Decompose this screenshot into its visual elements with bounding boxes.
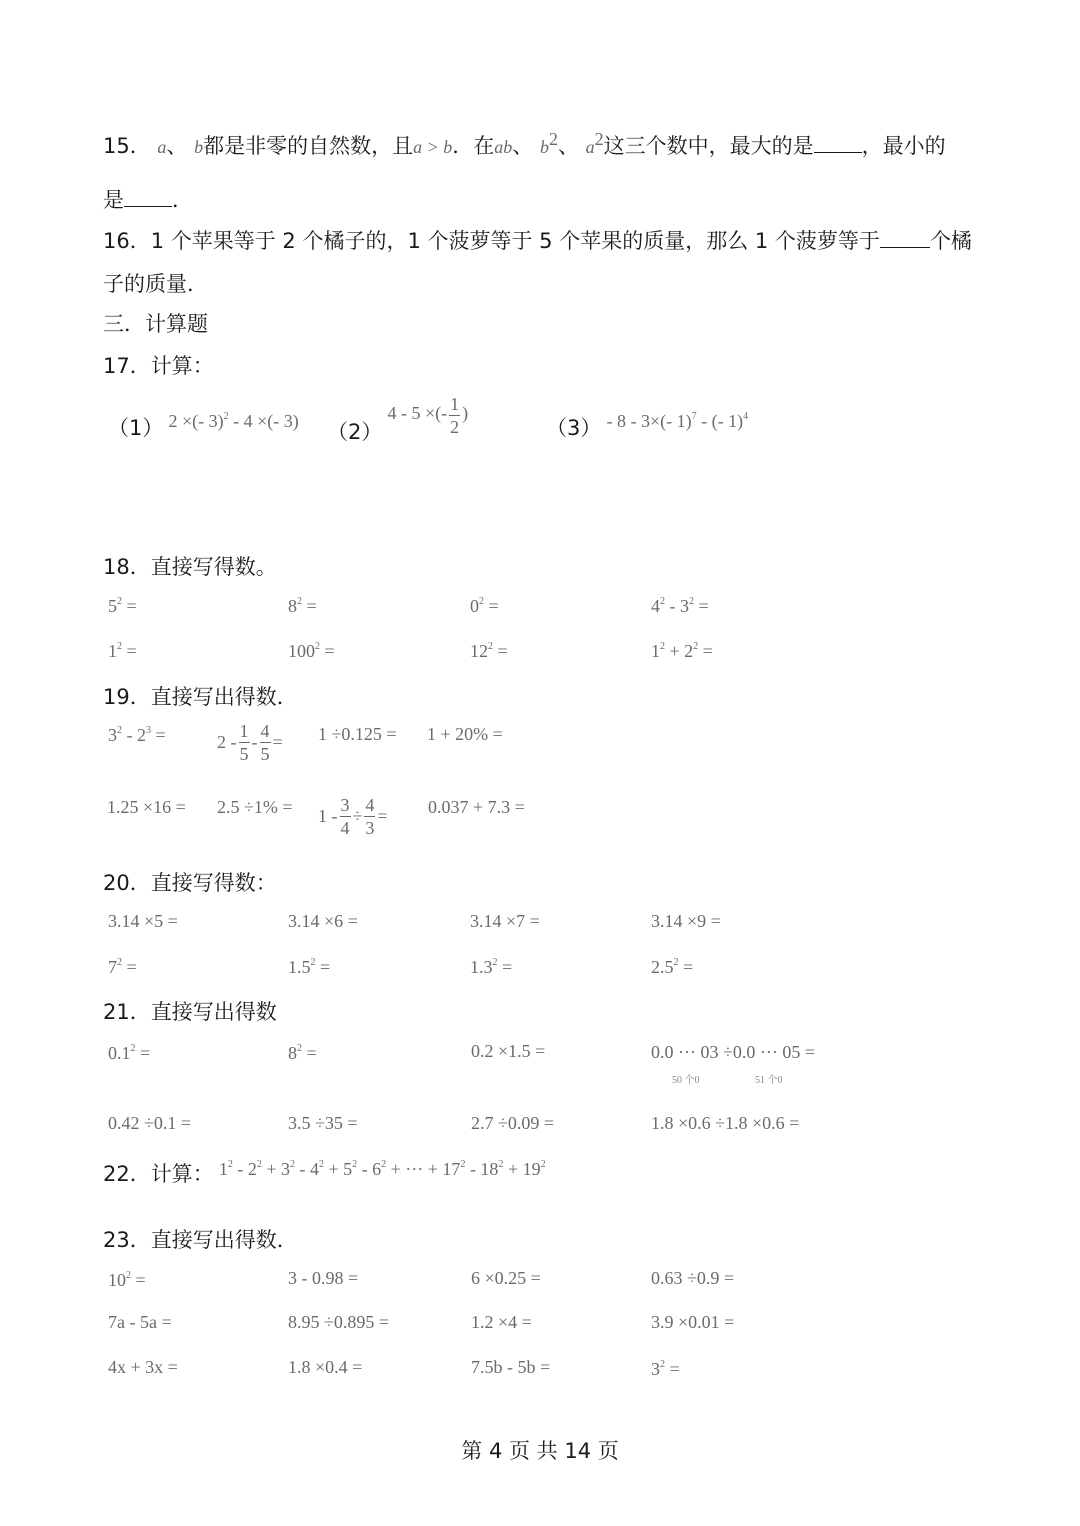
q21-r2-c1: 0.42 ÷0.1 = [108, 1113, 192, 1133]
q21-r1-c4: 0.0 ··· 03 ÷0.0 ··· 05 = [651, 1042, 815, 1062]
q20-r2-c4: $2.5^2$ = [651, 957, 694, 977]
q21-r1-c3: 0.2 ×1.5 = [471, 1041, 546, 1061]
question-18-title: 18．直接写得数。 [103, 555, 277, 579]
question-21-title: 21．直接写出得数 [103, 1000, 277, 1024]
q18-r2-c4: $1^2 + 2^2$ = [651, 641, 713, 661]
question-17-title: 17．计算： [103, 354, 214, 378]
q23-r2-c3: 1.2 ×4 = [471, 1312, 532, 1332]
question-19-title: 19．直接写出得数． [103, 685, 298, 709]
q18-r1-c2: $8^2$ = [288, 596, 317, 616]
q20-r2-c2: $1.5^2$ = [288, 957, 331, 977]
q19-r1-c2: 2 - $\frac{1}{5}$ - $\frac{4}{5}$ = [217, 721, 283, 764]
q23-r1-c1: $10^2$ = [108, 1270, 146, 1290]
q17-part1: （1） 2 ×(- 3)$^2$ - 4 ×(- 3) [108, 411, 299, 440]
q20-r1-c2: 3.14 ×6 = [288, 911, 358, 931]
q21-r2-c4: 1.8 ×0.6 ÷1.8 ×0.6 = [651, 1113, 800, 1133]
q19-r2-c2: 2.5 ÷1% = [217, 797, 293, 817]
q17-part3: （3） - 8 - 3×(- 1)$^7$ - (- 1)$^4$ [546, 411, 749, 440]
q18-r1-c1: $5^2$ = [108, 596, 137, 616]
q18-r1-c4: $4^2 - 3^2$ = [651, 596, 709, 616]
section-title: 三．计算题 [103, 312, 208, 336]
var-b: b [194, 137, 204, 157]
q23-r1-c4: 0.63 ÷0.9 = [651, 1268, 735, 1288]
question-22: 22．计算： $1^2 - 2^2 + 3^2 - 4^2 + 5^2 - 6^2$ + ··· + $17^2 - 18^2 + 19^2$ [103, 1159, 546, 1186]
answer-blank-16[interactable] [880, 229, 930, 248]
q21-note-50-zeros: 50 个0 [672, 1075, 700, 1086]
q20-r1-c1: 3.14 ×5 = [108, 911, 178, 931]
question-20-title: 20．直接写得数： [103, 871, 277, 895]
q21-r2-c2: 3.5 ÷35 = [288, 1113, 358, 1133]
q19-r1-c1: $3^2 - 2^3$ = [108, 725, 166, 745]
q23-r3-c2: 1.8 ×0.4 = [288, 1357, 363, 1377]
q19-r1-c4: 1 + 20% = [427, 724, 503, 744]
condition: a > b [413, 137, 453, 157]
q20-r2-c1: $7^2$ = [108, 957, 137, 977]
q18-r2-c1: $1^2$ = [108, 641, 137, 661]
question-15-line2: 是 ． [103, 188, 193, 212]
page-footer: 第 4 页 共 14 页 [461, 1439, 619, 1463]
q23-r3-c3: 7.5b - 5b = [471, 1357, 551, 1377]
q18-r1-c3: $0^2$ = [470, 596, 499, 616]
q21-r1-c1: $0.1^2$ = [108, 1043, 151, 1063]
q21-note-51-zeros: 51 个0 [755, 1075, 783, 1086]
answer-blank-min[interactable] [124, 188, 172, 207]
q19-r2-c4: 0.037 + 7.3 = [428, 797, 525, 817]
q23-r2-c2: 8.95 ÷0.895 = [288, 1312, 390, 1332]
question-16-line2: 子的质量． [103, 272, 208, 296]
question-23-title: 23．直接写出得数． [103, 1228, 298, 1252]
q20-r1-c4: 3.14 ×9 = [651, 911, 721, 931]
q20-r2-c3: $1.3^2$ = [470, 957, 513, 977]
q21-r2-c3: 2.7 ÷0.09 = [471, 1113, 555, 1133]
q18-r2-c3: $12^2$ = [470, 641, 508, 661]
q23-r1-c3: 6 ×0.25 = [471, 1268, 541, 1288]
q21-r1-c2: $8^2$ = [288, 1043, 317, 1063]
q19-r1-c3: 1 ÷0.125 = [318, 724, 397, 744]
q19-r2-c1: 1.25 ×16 = [107, 797, 186, 817]
q23-r1-c2: 3 - 0.98 = [288, 1268, 359, 1288]
q20-r1-c3: 3.14 ×7 = [470, 911, 540, 931]
q23-r3-c4: $3^2$ = [651, 1359, 680, 1379]
q23-r2-c4: 3.9 ×0.01 = [651, 1312, 735, 1332]
q23-r3-c1: 4x + 3x = [108, 1357, 178, 1377]
question-16-line1: 16．1 个苹果等于 2 个橘子的，1 个菠萝等于 5 个苹果的质量，那么 1 个菠萝等于 个橘 [103, 229, 972, 253]
q19-r2-c3: 1 - $\frac{3}{4}$ ÷ $\frac{4}{3}$ = [318, 795, 388, 838]
q17-part2: （2） 4 - 5 ×(- $\frac{1}{2}$ ) [327, 394, 469, 444]
question-15-line1: 15． a、 b都是非零的自然数，且a > b．在ab、 $b^2$、 $a^2$这三个数中，最大的是 ，最小的 [103, 129, 946, 158]
var-a: a [157, 137, 167, 157]
answer-blank-max[interactable] [814, 134, 862, 153]
q18-r2-c2: $100^2$ = [288, 641, 335, 661]
q23-r2-c1: 7a - 5a = [108, 1312, 172, 1332]
